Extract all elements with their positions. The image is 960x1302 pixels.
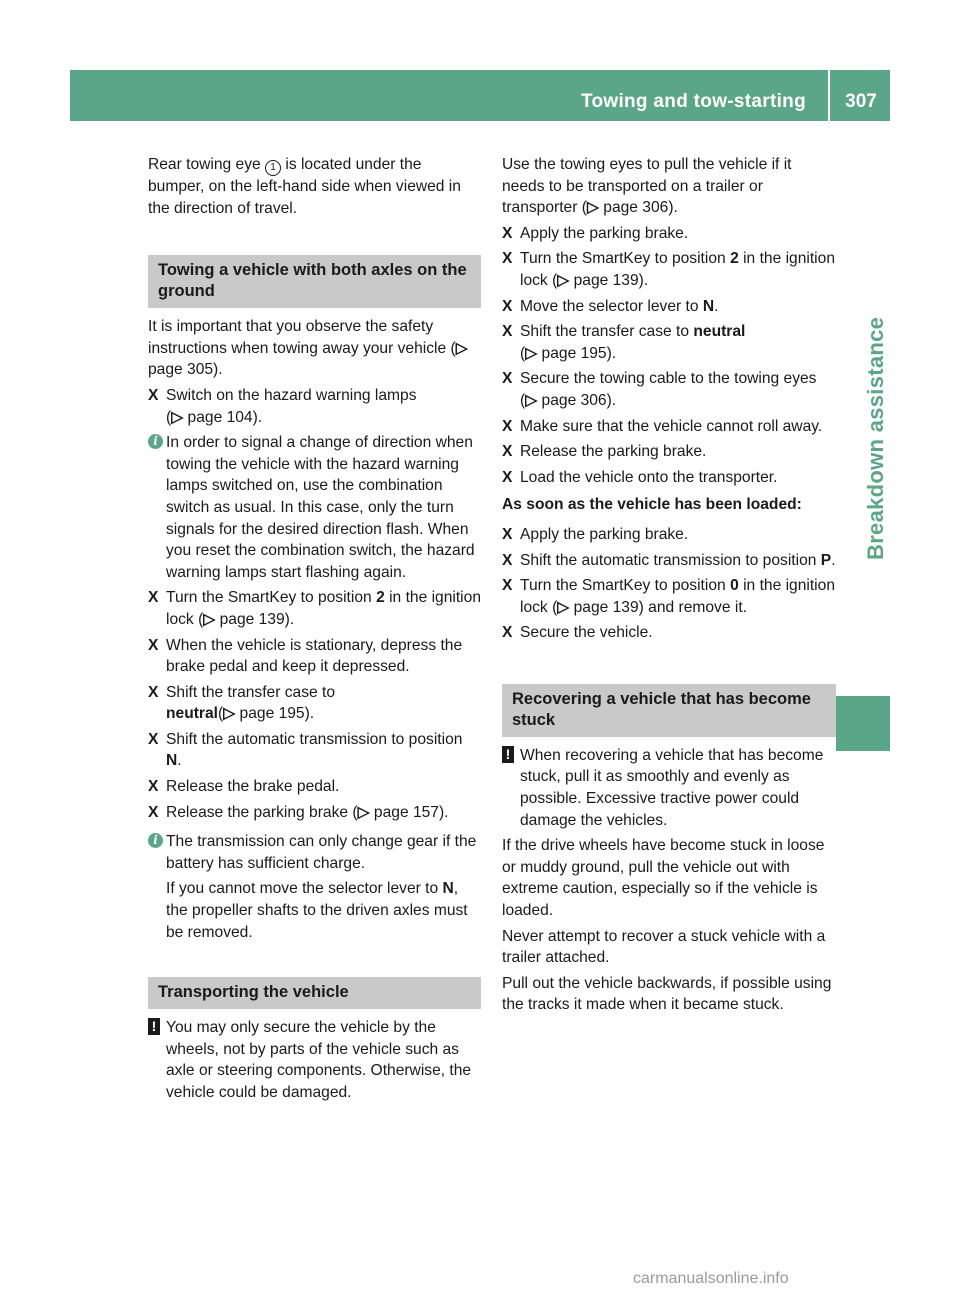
section-heading-transporting: Transporting the vehicle	[148, 977, 481, 1009]
step-item: X Load the vehicle onto the transporter.	[502, 467, 836, 489]
paragraph: Never attempt to recover a stuck vehicle with a trailer attached.	[502, 927, 826, 967]
reference-arrow-icon: ▷	[455, 339, 468, 357]
step-item: X Make sure that the vehicle cannot roll away.	[502, 416, 836, 438]
step-arrow-icon: X	[148, 386, 159, 404]
info-icon: i	[148, 434, 163, 449]
step-item: X Switch on the hazard warning lamps (▷ page 104).	[148, 386, 417, 426]
step-item: X When the vehicle is stationary, depress the brake pedal and keep it depressed.	[148, 636, 463, 676]
info-note: i The transmission can only change gear if the battery has sufficient charge. If you cannot move the selector lever to N, the propeller shafts to the driven axles must be removed.	[148, 831, 481, 943]
paragraph: It is important that you observe the safety instructions when towing away your vehicle (▷ page 305).	[148, 318, 468, 379]
step-item: X Shift the transfer case to neutral(▷ page 195).	[148, 683, 336, 723]
step-arrow-icon: X	[502, 224, 513, 242]
warning-icon: !	[148, 1018, 160, 1035]
step-arrow-icon: X	[502, 297, 513, 315]
step-item: X Apply the parking brake.	[502, 223, 836, 245]
watermark: carmanualsonline.info	[633, 1270, 789, 1287]
reference-arrow-icon: ▷	[557, 271, 570, 289]
chapter-title: Towing and tow-starting	[580, 91, 806, 112]
reference-arrow-icon: ▷	[357, 803, 370, 821]
reference-arrow-icon: ▷	[525, 391, 538, 409]
warning-note: ! When recovering a vehicle that has become stuck, pull it as smoothly and evenly as possible. Excessive tractive power could damage the vehicles.	[502, 745, 836, 831]
step-item: X Shift the transfer case to neutral (▷ page 195).	[502, 323, 746, 362]
reference-arrow-icon: ▷	[223, 705, 236, 723]
step-item: X Shift the automatic transmission to position N.	[148, 730, 463, 770]
paragraph: Use the towing eyes to pull the vehicle if it needs to be transported on a trailer or transporter (▷ page 306).	[502, 156, 792, 217]
step-arrow-icon: X	[148, 803, 159, 821]
step-arrow-icon: X	[148, 636, 159, 654]
info-icon: i	[148, 833, 163, 848]
step-item: X Release the parking brake (▷ page 157).	[148, 802, 481, 824]
warning-icon: !	[502, 746, 514, 763]
step-arrow-icon: X	[502, 624, 513, 642]
step-arrow-icon: X	[502, 551, 513, 569]
reference-arrow-icon: ▷	[203, 610, 216, 628]
step-item: X Turn the SmartKey to position 2 in the ignition lock (▷ page 139).	[148, 589, 481, 628]
section-heading-recovering: Recovering a vehicle that has become stuck	[502, 684, 836, 737]
section-heading-towing: Towing a vehicle with both axles on the ground	[148, 255, 481, 308]
reference-arrow-icon: ▷	[171, 408, 184, 426]
step-arrow-icon: X	[148, 589, 159, 607]
reference-arrow-icon: ▷	[525, 344, 538, 362]
step-arrow-icon: X	[502, 577, 513, 595]
step-arrow-icon: X	[502, 250, 513, 268]
info-note: i In order to signal a change of direction when towing the vehicle with the hazard warning lamps switched on, use the combination switch as usual. In this case, only the turn signals for the desired direction flash. When you reset the combination switch, the hazard warning lamps start flashing again.	[148, 432, 481, 583]
step-arrow-icon: X	[502, 370, 513, 388]
step-item: X Turn the SmartKey to position 0 in the ignition lock (▷ page 139) and remove it.	[502, 577, 835, 616]
page-number: 307	[845, 91, 877, 112]
left-column	[148, 154, 481, 1108]
paragraph: Pull out the vehicle backwards, if possible using the tracks it made when it became stuck.	[502, 974, 832, 1014]
step-arrow-icon: X	[502, 443, 513, 461]
page-header	[70, 70, 890, 121]
step-arrow-icon: X	[502, 417, 513, 435]
section-side-tab-block	[836, 696, 890, 751]
step-item: X Shift the automatic transmission to position P.	[502, 550, 836, 572]
reference-arrow-icon: ▷	[586, 199, 599, 217]
step-arrow-icon: X	[502, 468, 513, 486]
paragraph: If the drive wheels have become stuck in loose or muddy ground, pull the vehicle out with extreme caution, especially so if the vehicle is loaded.	[502, 837, 825, 920]
right-column	[502, 154, 836, 1020]
step-item: X Apply the parking brake.	[502, 524, 836, 546]
header-separator	[828, 70, 830, 121]
section-side-tab-label: Breakdown assistance	[863, 316, 888, 560]
step-item: X Secure the vehicle.	[502, 622, 836, 644]
subheading: As soon as the vehicle has been loaded:	[502, 496, 802, 514]
step-item: X Turn the SmartKey to position 2 in the ignition lock (▷ page 139).	[502, 250, 835, 289]
step-item: X Move the selector lever to N.	[502, 296, 836, 318]
step-item: X Release the brake pedal.	[148, 776, 481, 798]
reference-arrow-icon: ▷	[557, 598, 570, 616]
step-item: X Release the parking brake.	[502, 441, 836, 463]
intro-paragraph: Rear towing eye 1 is located under the bumper, on the left-hand side when viewed in the direction of travel.	[148, 156, 461, 217]
step-arrow-icon: X	[502, 525, 513, 543]
callout-1-icon: 1	[265, 160, 281, 176]
step-arrow-icon: X	[148, 730, 159, 748]
step-arrow-icon: X	[148, 778, 159, 796]
step-item: X Secure the towing cable to the towing eyes (▷ page 306).	[502, 370, 817, 409]
step-arrow-icon: X	[502, 323, 513, 341]
warning-note: ! You may only secure the vehicle by the wheels, not by parts of the vehicle such as axle or steering components. Otherwise, the vehicle could be damaged.	[148, 1017, 481, 1103]
step-arrow-icon: X	[148, 683, 159, 701]
